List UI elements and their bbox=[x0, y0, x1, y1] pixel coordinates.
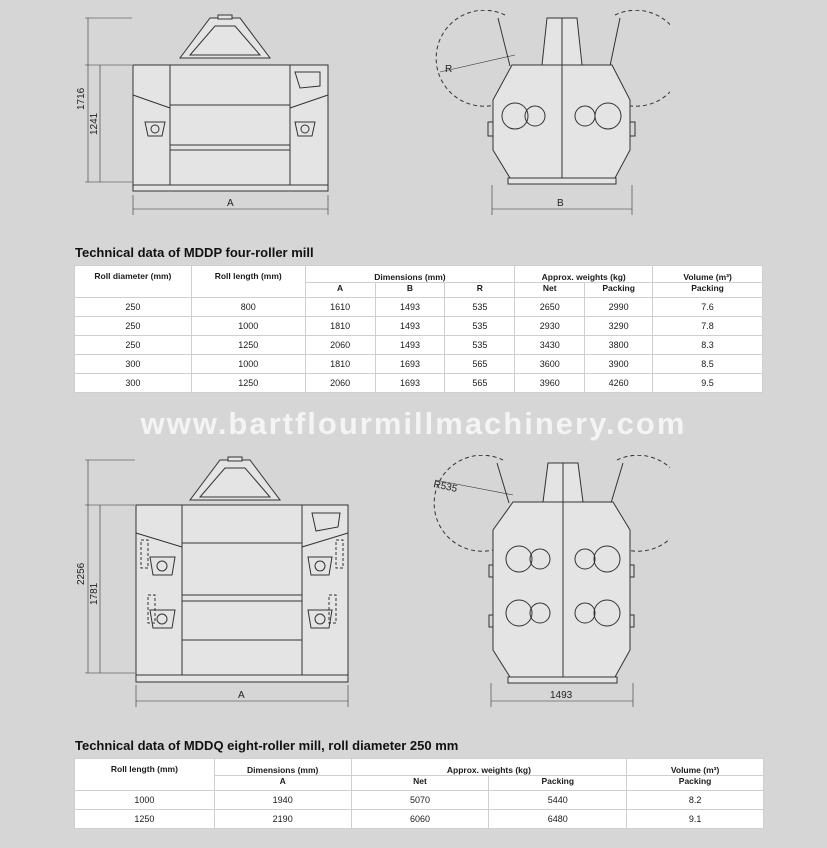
header-roll-length: Roll length (mm) bbox=[191, 266, 305, 298]
cell: 3800 bbox=[585, 336, 653, 355]
table-eight-roller-mill bbox=[74, 758, 764, 829]
table-row bbox=[75, 355, 763, 374]
cell: 1940 bbox=[214, 791, 351, 810]
cell: 300 bbox=[75, 374, 192, 393]
dim-width-a: A bbox=[227, 198, 234, 209]
header-volume: Volume (m³) bbox=[653, 266, 763, 283]
cell: 2990 bbox=[585, 298, 653, 317]
cell: 2930 bbox=[515, 317, 585, 336]
dim-radius-r535: R535 bbox=[432, 479, 459, 495]
cell: 8.2 bbox=[627, 791, 764, 810]
cell: 8.3 bbox=[653, 336, 763, 355]
watermark-text: www.bartflourmillmachinery.com bbox=[140, 406, 687, 441]
header-volume-packing: Packing bbox=[627, 776, 764, 791]
cell: 3960 bbox=[515, 374, 585, 393]
eight-roller-side-view bbox=[425, 455, 670, 710]
cell: 250 bbox=[75, 317, 192, 336]
header-packing: Packing bbox=[489, 776, 627, 791]
cell: 2190 bbox=[214, 810, 351, 829]
table-row bbox=[75, 791, 764, 810]
header-b: B bbox=[375, 283, 445, 298]
cell: 1250 bbox=[191, 374, 305, 393]
four-roller-front-view bbox=[70, 10, 340, 220]
header-a: A bbox=[305, 283, 375, 298]
cell: 4260 bbox=[585, 374, 653, 393]
cell: 565 bbox=[445, 355, 515, 374]
table-row bbox=[75, 810, 764, 829]
cell: 1610 bbox=[305, 298, 375, 317]
header-r: R bbox=[445, 283, 515, 298]
header-weights: Approx. weights (kg) bbox=[515, 266, 653, 283]
header-weights: Approx. weights (kg) bbox=[351, 759, 627, 776]
cell: 2650 bbox=[515, 298, 585, 317]
dim-width-1493: 1493 bbox=[550, 690, 573, 701]
table1-title: Technical data of MDDP four-roller mill bbox=[75, 245, 314, 260]
cell: 250 bbox=[75, 298, 192, 317]
cell: 300 bbox=[75, 355, 192, 374]
cell: 565 bbox=[445, 374, 515, 393]
header-a: A bbox=[214, 776, 351, 791]
table-row bbox=[75, 317, 763, 336]
cell: 3290 bbox=[585, 317, 653, 336]
cell: 1810 bbox=[305, 355, 375, 374]
four-roller-side-view bbox=[430, 10, 670, 220]
header-net: Net bbox=[515, 283, 585, 298]
cell: 535 bbox=[445, 317, 515, 336]
dim-height-body: 1241 bbox=[89, 112, 100, 135]
header-dimensions: Dimensions (mm) bbox=[214, 759, 351, 776]
header-dimensions: Dimensions (mm) bbox=[305, 266, 515, 283]
cell: 3900 bbox=[585, 355, 653, 374]
cell: 9.5 bbox=[653, 374, 763, 393]
cell: 7.6 bbox=[653, 298, 763, 317]
header-packing: Packing bbox=[585, 283, 653, 298]
header-volume-packing: Packing bbox=[653, 283, 763, 298]
cell: 1493 bbox=[375, 317, 445, 336]
dim-height-total: 2256 bbox=[76, 562, 87, 585]
cell: 2060 bbox=[305, 336, 375, 355]
cell: 6480 bbox=[489, 810, 627, 829]
eight-roller-front-view bbox=[70, 455, 360, 710]
cell: 8.5 bbox=[653, 355, 763, 374]
dim-width-a: A bbox=[238, 690, 245, 701]
header-roll-length: Roll length (mm) bbox=[75, 759, 215, 791]
cell: 535 bbox=[445, 298, 515, 317]
table-row bbox=[75, 336, 763, 355]
table2-title: Technical data of MDDQ eight-roller mill, roll diameter 250 mm bbox=[75, 738, 459, 753]
header-net: Net bbox=[351, 776, 489, 791]
cell: 1000 bbox=[191, 355, 305, 374]
cell: 6060 bbox=[351, 810, 489, 829]
cell: 800 bbox=[191, 298, 305, 317]
table-four-roller-mill bbox=[74, 265, 763, 393]
cell: 1693 bbox=[375, 374, 445, 393]
dim-height-total: 1716 bbox=[76, 87, 87, 110]
cell: 1493 bbox=[375, 298, 445, 317]
header-roll-diameter: Roll diameter (mm) bbox=[75, 266, 192, 298]
cell: 250 bbox=[75, 336, 192, 355]
cell: 1250 bbox=[75, 810, 215, 829]
cell: 9.1 bbox=[627, 810, 764, 829]
cell: 2060 bbox=[305, 374, 375, 393]
cell: 1250 bbox=[191, 336, 305, 355]
table-row bbox=[75, 374, 763, 393]
cell: 7.8 bbox=[653, 317, 763, 336]
dim-width-b: B bbox=[557, 198, 564, 209]
table-row bbox=[75, 298, 763, 317]
cell: 1693 bbox=[375, 355, 445, 374]
cell: 3600 bbox=[515, 355, 585, 374]
cell: 5440 bbox=[489, 791, 627, 810]
cell: 535 bbox=[445, 336, 515, 355]
dim-radius-r: R bbox=[445, 64, 453, 75]
header-volume: Volume (m³) bbox=[627, 759, 764, 776]
cell: 5070 bbox=[351, 791, 489, 810]
dim-height-body: 1781 bbox=[89, 582, 100, 605]
cell: 1000 bbox=[75, 791, 215, 810]
cell: 1000 bbox=[191, 317, 305, 336]
cell: 1493 bbox=[375, 336, 445, 355]
cell: 1810 bbox=[305, 317, 375, 336]
cell: 3430 bbox=[515, 336, 585, 355]
